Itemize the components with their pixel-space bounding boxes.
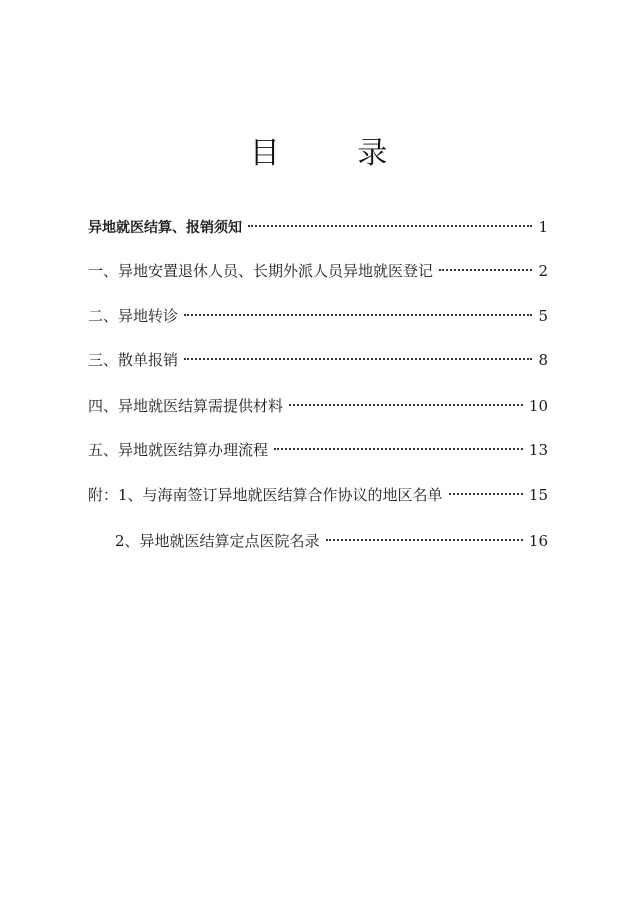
toc-entry-page: 13 — [528, 441, 548, 459]
toc-leader-dots — [326, 539, 523, 541]
toc-entry[interactable] — [88, 306, 548, 326]
toc-entry[interactable] — [88, 485, 548, 505]
toc-entry-page: 8 — [538, 351, 548, 369]
toc-entry-label: 五、异地就医结算办理流程 — [88, 441, 269, 459]
toc-entry-page: 10 — [528, 397, 548, 415]
page-title: 目 录 — [249, 136, 422, 171]
toc-entry[interactable] — [88, 440, 548, 460]
toc-entry[interactable] — [88, 261, 548, 281]
toc-entry-label: 一、异地安置退休人员、长期外派人员异地就医登记 — [88, 262, 434, 280]
toc-leader-dots — [439, 269, 532, 271]
toc-entry-page: 15 — [528, 486, 548, 504]
toc-leader-dots — [184, 358, 532, 360]
toc-entry-page: 2 — [538, 262, 548, 280]
toc-entry-label: 异地就医结算、报销须知 — [88, 220, 242, 236]
toc-leader-dots — [289, 404, 523, 406]
toc-entry-page: 16 — [528, 532, 548, 550]
toc-entry-label: 附：1、与海南签订异地就医结算合作协议的地区名单 — [88, 486, 443, 504]
toc-entry-label: 二、异地转诊 — [88, 307, 179, 325]
toc-entry-page: 5 — [538, 307, 548, 325]
toc-leader-dots — [449, 493, 523, 495]
toc-entry[interactable] — [88, 396, 548, 416]
toc-leader-dots — [184, 314, 532, 316]
toc-entry-label: 四、异地就医结算需提供材料 — [88, 397, 284, 415]
toc-entry-label: 2、异地就医结算定点医院名录 — [115, 532, 320, 550]
toc-entry-label: 三、散单报销 — [88, 351, 179, 369]
toc-entry-page: 1 — [538, 218, 548, 236]
toc-entry[interactable] — [88, 217, 548, 238]
toc-entry[interactable] — [88, 350, 548, 370]
toc-entry[interactable] — [115, 531, 548, 551]
toc-leader-dots — [248, 225, 532, 227]
toc-leader-dots — [274, 448, 523, 450]
